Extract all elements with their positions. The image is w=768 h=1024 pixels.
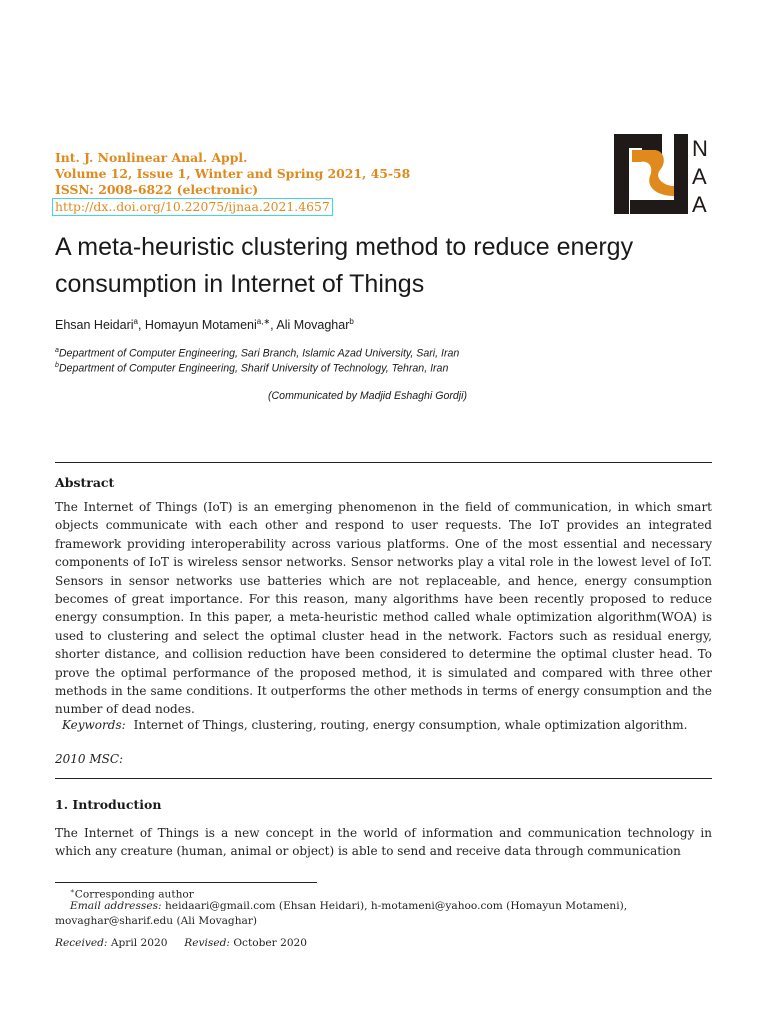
affiliation-b: $^b$Department of Computer Engineering, Sharif University of Technology, Tehran, Iran [55, 362, 449, 375]
abstract-text: The Internet of Things (IoT) is an emerging phenomenon in the field of communication, in which smart objects communicate with each other and respond to user requests. The IoT provides an integrated framework providing interoperability across various platforms. One of the most essential and necessary components of IoT is wireless sensor networks. Sensor networks play a vital role in the lowest level of IoT. Sensors in sensor networks use batteries which are not replaceable, and hence, energy consumption becomes of great importance. For this reason, many algorithms have been recently proposed to reduce energy consumption. In this paper, a meta-heuristic method called whale optimization algorithm(WOA) is used to clustering and select the optimal cluster head in the network. Factors such as residual energy, shorter distance, and collision reduction have been considered to determine the optimal cluster head. To prove the optimal performance of the proposed method, it is simulated and compared with three other methods in the same conditions. It outperforms the other methods in terms of energy consumption and the number of dead nodes. [55, 500, 712, 717]
keywords [55, 716, 712, 734]
author-list: Ehsan Heidari$^a$, Homayun Motameni$^{a,∗}$, Ali Movaghar$^b$ [55, 317, 354, 333]
msc-label: 2010 MSC: [55, 752, 124, 766]
affiliation-a: $^a$Department of Computer Engineering, Sari Branch, Islamic Azad University, Sari, Iran [55, 347, 460, 360]
logo-bar-left [614, 134, 629, 214]
paper-title: A meta-heuristic clustering method to reduce energy consumption in Internet of Things [55, 233, 634, 298]
email-addresses-cont: movaghar@sharif.edu (Ali Movaghar) [55, 915, 258, 927]
email-addresses: Email addresses: heidaari@gmail.com (Ehsan Heidari), h-motameni@yahoo.com (Homayun Motameni), [70, 900, 628, 912]
introduction-heading: 1. Introduction [55, 797, 162, 812]
journal-volume: Volume 12, Issue 1, Winter and Spring 2021, 45-58 [55, 166, 411, 181]
keywords-text: Internet of Things, clustering, routing, energy consumption, whale optimization algorithm. [133, 718, 688, 732]
author-name: Homayun Motameni [144, 318, 257, 333]
keywords-label: Keywords: [62, 718, 126, 732]
introduction-text: The Internet of Things is a new concept in the world of information and communication technology in which any creature (human, animal or object) is able to send and receive data through communication [55, 826, 712, 859]
logo-letter-a2: A [692, 192, 707, 216]
corresponding-author-note: ∗Corresponding author [70, 887, 194, 901]
logo-swirl [632, 150, 674, 196]
revised-date: October 2020 [233, 937, 308, 949]
divider-bottom [55, 778, 712, 779]
author-name: Ehsan Heidari [55, 318, 134, 333]
communicated-by: (Communicated by Madjid Eshaghi Gordji) [268, 390, 468, 402]
divider-top [55, 462, 712, 463]
journal-name: Int. J. Nonlinear Anal. Appl. [55, 150, 248, 165]
logo-letter-n: N [692, 136, 708, 161]
journal-issn: ISSN: 2008-6822 (electronic) [55, 182, 259, 197]
journal-info [55, 150, 410, 216]
logo-letter-a1: A [692, 164, 707, 189]
journal-logo [612, 134, 716, 216]
doi-link[interactable]: http://dx..doi.org/10.22075/ijnaa.2021.4657 [52, 198, 333, 216]
abstract-heading: Abstract [55, 475, 115, 490]
author-name: Ali Movaghar [276, 318, 350, 333]
dates: Received: April 2020 Revised: October 2020 [55, 937, 308, 949]
received-date: April 2020 [110, 937, 168, 949]
footnote-divider [55, 882, 317, 883]
